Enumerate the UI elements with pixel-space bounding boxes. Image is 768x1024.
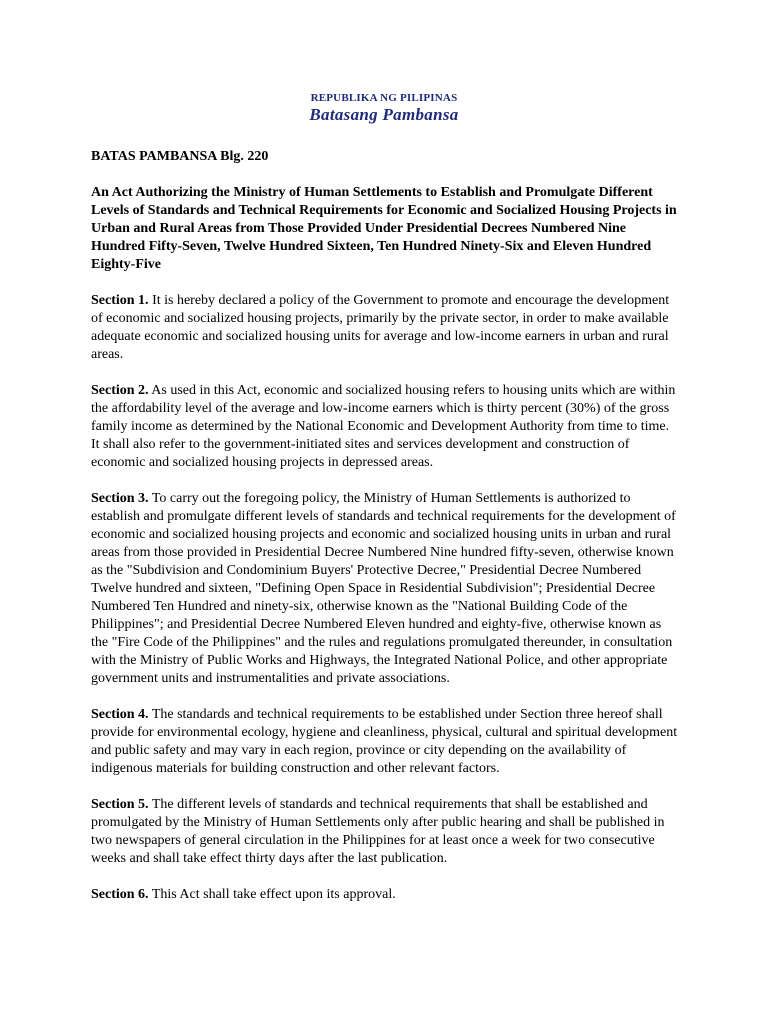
section-text: As used in this Act, economic and socialized housing refers to housing units which are within the affordability level of the average and low-income earners which is thirty percent (30%) of the gross family income as determined by the National Economic and Development Authority from time to time. It shall also refer to the government-initiated sites and services development and construction of economic and socialized housing projects in depressed areas.	[91, 383, 676, 470]
section-5	[91, 796, 681, 868]
section-text: This Act shall take effect upon its approval.	[151, 887, 396, 902]
masthead-batasang-pambansa: Batasang Pambansa	[309, 105, 459, 124]
section-4	[91, 706, 681, 778]
section-label: Section 1.	[91, 293, 149, 308]
section-1	[91, 292, 681, 364]
document-number: BATAS PAMBANSA Blg. 220	[91, 149, 269, 164]
section-text: The different levels of standards and technical requirements that shall be established and promulgated by the Ministry of Human Settlements only after public hearing and shall be published in two newspapers of general circulation in the Philippines for at least once a week for two consecutive weeks and shall take effect thirty days after the last publication.	[91, 797, 665, 866]
section-6	[91, 886, 681, 904]
section-text: The standards and technical requirements to be established under Section three hereof shall provide for environmental ecology, hygiene and cleanliness, physical, cultural and spiritual development and public safety and may vary in each region, province or city depending on the availability of indigenous materials for building construction and other relevant factors.	[91, 707, 678, 776]
document-body	[91, 148, 681, 922]
masthead-republic: REPUBLIKA NG PILIPINAS	[310, 92, 458, 104]
section-3	[91, 490, 681, 688]
document-title: An Act Authorizing the Ministry of Human Settlements to Establish and Promulgate Different Levels of Standards and Technical Requirements for Economic and Socialized Housing Projects in Urban and Rural Areas from Those Provided Under Presidential Decrees Numbered Nine Hundred Fifty-Seven, Twelve Hundred Sixteen, Ten Hundred Ninety-Six and Eleven Hundred Eighty-Five	[91, 185, 677, 272]
section-label: Section 6.	[91, 887, 149, 902]
section-label: Section 5.	[91, 797, 149, 812]
section-text: To carry out the foregoing policy, the Ministry of Human Settlements is authorized to establish and promulgate different levels of standards and technical requirements for the development of economic and socialized housing projects and economic and socialized housing units in urban and rural areas from those provided in Presidential Decree Numbered Nine hundred fifty-seven, otherwise known as the "Subdivision and Condominium Buyers' Protective Decree," Presidential Decree Numbered Twelve hundred and sixteen, "Defining Open Space in Residential Subdivision"; Presidential Decree Numbered Ten Hundred and ninety-six, otherwise known as the "National Building Code of the Philippines"; and Presidential Decree Numbered Eleven hundred and eighty-five, otherwise known as the "Fire Code of the Philippines" and the rules and regulations promulgated thereunder, in consultation with the Ministry of Public Works and Highways, the Integrated National Police, and other appropriate government units and instrumentalities and private associations.	[91, 491, 676, 686]
section-text: It is hereby declared a policy of the Government to promote and encourage the development of economic and socialized housing projects, primarily by the private sector, in order to make available adequate economic and socialized housing units for average and low-income earners in urban and rural areas.	[91, 293, 670, 362]
section-label: Section 2.	[91, 383, 149, 398]
masthead	[0, 92, 768, 125]
section-2	[91, 382, 681, 472]
section-label: Section 3.	[91, 491, 149, 506]
section-label: Section 4.	[91, 707, 149, 722]
